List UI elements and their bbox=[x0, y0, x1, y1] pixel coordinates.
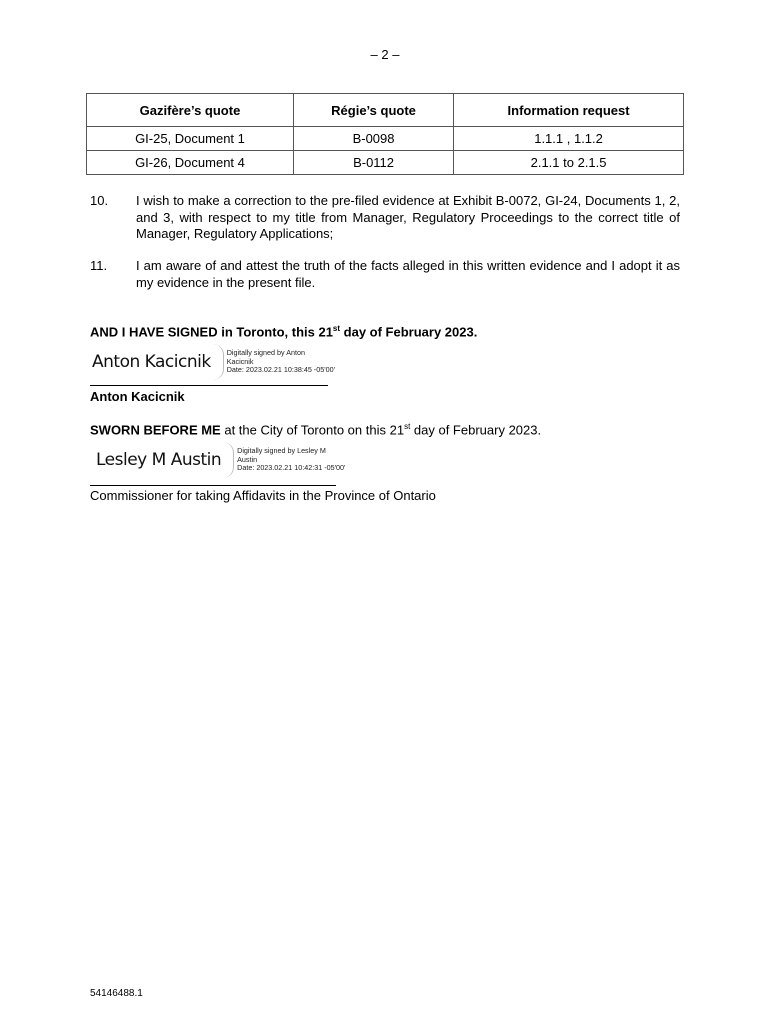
header-information-request: Information request bbox=[454, 94, 684, 127]
signature-line bbox=[90, 485, 336, 486]
table-cell: GI-25, Document 1 bbox=[87, 127, 294, 151]
signer-name: Anton Kacicnik bbox=[90, 389, 185, 404]
paragraph-10 bbox=[90, 193, 680, 243]
table-cell: GI-26, Document 4 bbox=[87, 151, 294, 175]
signature-details-line: Digitally signed by Anton bbox=[226, 348, 305, 358]
header-regie-quote: Régie’s quote bbox=[293, 94, 453, 127]
signed-suffix: day of February 2023. bbox=[340, 324, 478, 340]
signature-details bbox=[227, 349, 352, 375]
sworn-bold: SWORN BEFORE ME bbox=[90, 422, 221, 438]
header-gazifere-quote: Gazifère’s quote bbox=[87, 94, 294, 127]
table-cell: B-0098 bbox=[293, 127, 453, 151]
sworn-suffix: day of February 2023. bbox=[410, 422, 542, 438]
digital-signature-lesley bbox=[96, 442, 362, 478]
table-header-row bbox=[87, 94, 684, 127]
signed-sup: st bbox=[332, 324, 341, 333]
signed-prefix: AND I HAVE SIGNED in Toronto, this 21 bbox=[90, 324, 333, 340]
document-code: 54146488.1 bbox=[90, 988, 143, 999]
signature-details-line: Kacicnik bbox=[226, 356, 254, 366]
sworn-sup: st bbox=[404, 422, 411, 431]
table-cell: 2.1.1 to 2.1.5 bbox=[454, 151, 684, 175]
signature-details-line: Date: 2023.02.21 10:38:45 -05'00' bbox=[226, 365, 335, 375]
signature-name: Lesley M Austin bbox=[96, 450, 222, 470]
paragraph-11 bbox=[90, 258, 680, 291]
signature-details bbox=[237, 447, 362, 473]
signature-details-line: Austin bbox=[237, 454, 258, 464]
sworn-rest: at the City of Toronto on this 21 bbox=[220, 422, 405, 438]
table-cell: 1.1.1 , 1.1.2 bbox=[454, 127, 684, 151]
signature-mark-icon bbox=[213, 344, 224, 380]
table-cell: B-0112 bbox=[293, 151, 453, 175]
signature-line bbox=[90, 385, 328, 386]
paragraph-number: 11. bbox=[90, 258, 108, 273]
table-row bbox=[87, 151, 684, 175]
table-row bbox=[87, 127, 684, 151]
signed-statement bbox=[90, 324, 477, 339]
signature-name: Anton Kacicnik bbox=[92, 352, 211, 372]
paragraph-text: I am aware of and attest the truth of the facts alleged in this written evidence and I adopt it as my evidence in the present file. bbox=[136, 258, 680, 290]
paragraph-text: I wish to make a correction to the pre-filed evidence at Exhibit B-0072, GI-24, Documents 1, 2, and 3, with respect to my title from Manager, Regulatory Proceedings to the correct title of Manager, Regulatory Applications; bbox=[136, 193, 680, 241]
digital-signature-anton bbox=[92, 344, 352, 380]
sworn-statement bbox=[90, 422, 541, 437]
commissioner-title: Commissioner for taking Affidavits in the Province of Ontario bbox=[90, 488, 436, 503]
page-number: – 2 – bbox=[370, 47, 400, 62]
signature-mark-icon bbox=[223, 442, 234, 478]
paragraph-number: 10. bbox=[90, 193, 109, 208]
signature-details-line: Date: 2023.02.21 10:42:31 -05'00' bbox=[237, 463, 346, 473]
quotes-table bbox=[86, 93, 684, 175]
signature-details-line: Digitally signed by Lesley M bbox=[237, 446, 326, 456]
